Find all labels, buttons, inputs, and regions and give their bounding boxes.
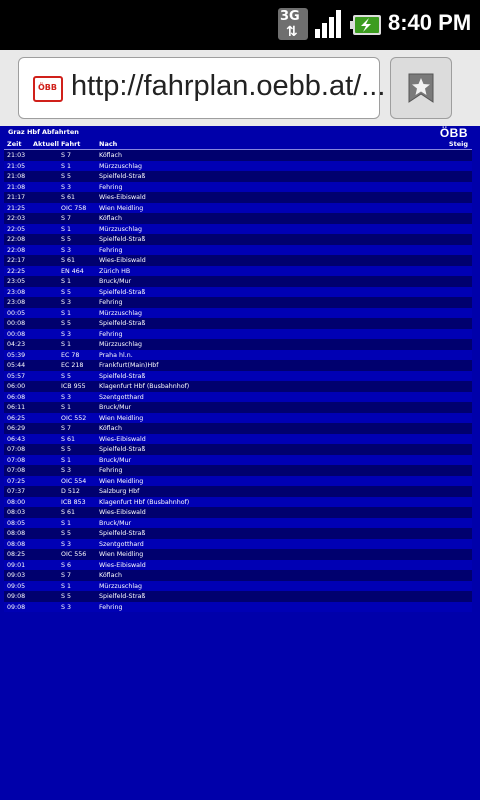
destination: Klagenfurt Hbf (Busbahnhof) [99,383,190,390]
destination: Bruck/Mur [99,519,132,527]
departure-time: 06:00 [7,383,26,390]
departure-time: 00:08 [7,320,26,327]
destination: Wies-Eibiswald [99,194,146,201]
train-number: S 1 [61,582,72,590]
train-number: S 5 [61,372,72,380]
destination: Spielfeld-Straß [99,236,146,243]
destination: Köflach [99,152,122,159]
page-content [0,126,480,800]
train-number: S 7 [61,572,72,579]
departure-time: 05:57 [7,372,26,380]
train-number: ICB 853 [61,498,86,506]
departure-time: 07:08 [7,446,26,453]
train-number: EC 78 [61,351,80,359]
destination: Praha hl.n. [99,351,133,359]
departure-time: 21:08 [7,183,26,191]
departure-row [4,539,472,550]
departure-row [4,413,472,424]
destination: Spielfeld-Straß [99,320,146,327]
departure-row [4,287,472,298]
train-number: S 7 [61,215,72,222]
train-number: S 5 [61,173,72,180]
train-number: S 5 [61,446,72,453]
departure-row [4,476,472,487]
departure-row [4,392,472,403]
departure-row [4,591,472,602]
destination: Mürzzuschlag [99,341,142,348]
departure-row [4,402,472,413]
departure-time: 09:08 [7,593,26,600]
departure-row [4,308,472,319]
destination: Fehring [99,467,123,474]
status-bar [0,0,480,50]
departure-time: 08:25 [7,551,26,558]
train-number: S 1 [61,456,72,464]
destination: Mürzzuschlag [99,582,142,590]
departure-row [4,318,472,329]
destination: Wien Meidling [99,551,144,558]
network-type: 3G [280,9,300,24]
departure-time: 21:17 [7,194,26,201]
destination: Fehring [99,246,123,254]
departure-time: 22:05 [7,225,26,233]
departure-row [4,276,472,287]
train-number: S 3 [61,603,72,611]
destination: Frankfurt(Main)Hbf [99,362,159,369]
departure-row [4,150,472,161]
departure-row [4,339,472,350]
train-number: EC 218 [61,362,84,369]
train-number: S 5 [61,236,72,243]
destination: Spielfeld-Straß [99,446,146,453]
departure-time: 05:44 [7,362,26,369]
departure-time: 08:00 [7,498,26,506]
train-number: S 3 [61,183,72,191]
signal-strength-icon [314,9,344,39]
train-number: S 61 [61,509,76,516]
destination: Zürich HB [99,267,131,275]
train-number: S 3 [61,393,72,401]
departure-time: 09:08 [7,603,26,611]
train-number: S 61 [61,257,76,264]
destination: Wies-Eibiswald [99,257,146,264]
board-mode: Abfahrten [42,128,79,136]
destination: Szentgotthard [99,540,144,548]
col-zeit: Zeit [7,140,22,148]
departure-time: 04:23 [7,341,26,348]
departure-row [4,192,472,203]
departure-row [4,434,472,445]
destination: Salzburg Hbf [99,488,140,495]
departure-time: 08:08 [7,530,26,537]
train-number: S 1 [61,309,72,317]
train-number: S 3 [61,330,72,338]
departure-time: 07:08 [7,467,26,474]
train-number: OIC 556 [61,551,87,558]
data-arrows-icon: ⇅ [286,24,298,40]
destination: Wies-Eibiswald [99,561,146,569]
destination: Klagenfurt Hbf (Busbahnhof) [99,498,190,506]
url-text: http://fahrplan.oebb.at/... [71,70,386,102]
departure-time: 22:17 [7,257,26,264]
departure-row [4,581,472,592]
bookmark-button[interactable] [390,57,452,119]
train-number: S 5 [61,320,72,327]
destination: Spielfeld-Straß [99,593,146,600]
departure-time: 06:11 [7,404,26,411]
destination: Köflach [99,215,122,222]
departure-row [4,528,472,539]
destination: Spielfeld-Straß [99,372,146,380]
departure-row [4,549,472,560]
departure-row [4,465,472,476]
departure-time: 09:03 [7,572,26,579]
destination: Spielfeld-Straß [99,173,146,180]
departure-time: 22:08 [7,236,26,243]
departure-time: 22:08 [7,246,26,254]
col-aktuell: Aktuell [33,140,59,148]
departure-time: 23:08 [7,288,26,296]
departure-time: 07:25 [7,477,26,485]
train-number: S 3 [61,246,72,254]
departure-time: 07:08 [7,456,26,464]
train-number: D 512 [61,488,80,495]
departure-row [4,182,472,193]
departure-board [4,126,472,612]
destination: Spielfeld-Straß [99,530,146,537]
destination: Mürzzuschlag [99,162,142,170]
departure-time: 00:08 [7,330,26,338]
board-header [4,126,472,138]
departure-time: 21:25 [7,204,26,212]
destination: Mürzzuschlag [99,225,142,233]
battery-charging-icon [350,14,382,36]
departure-row [4,455,472,466]
destination: Fehring [99,299,123,306]
train-number: S 7 [61,425,72,432]
train-number: EN 464 [61,267,84,275]
departure-time: 06:29 [7,425,26,432]
destination: Wien Meidling [99,204,144,212]
departure-list [4,150,472,612]
departure-time: 05:39 [7,351,26,359]
departure-time: 08:05 [7,519,26,527]
destination: Köflach [99,425,122,432]
departure-row [4,518,472,529]
departure-time: 23:05 [7,278,26,285]
departure-time: 22:03 [7,215,26,222]
bookmark-icon [406,72,436,104]
destination: Wien Meidling [99,477,144,485]
train-number: S 1 [61,162,72,170]
departure-row [4,486,472,497]
train-number: S 61 [61,194,76,201]
train-number: S 5 [61,288,72,296]
destination: Szentgotthard [99,393,144,401]
departure-row [4,602,472,613]
destination: Mürzzuschlag [99,309,142,317]
departure-time: 08:03 [7,509,26,516]
train-number: S 3 [61,467,72,474]
destination: Fehring [99,603,123,611]
departure-row [4,171,472,182]
train-number: S 1 [61,341,72,348]
col-fahrt: Fahrt [61,140,81,148]
departure-time: 06:08 [7,393,26,401]
destination: Fehring [99,330,123,338]
station-name: Graz Hbf [8,128,40,136]
departure-time: 06:43 [7,435,26,443]
departure-time: 06:25 [7,414,26,422]
destination: Bruck/Mur [99,404,132,411]
destination: Bruck/Mur [99,278,132,285]
col-steig: Steig [448,140,468,148]
departure-row [4,423,472,434]
departure-time: 09:01 [7,561,26,569]
departure-row [4,161,472,172]
browser-toolbar [0,50,480,127]
destination: Fehring [99,183,123,191]
train-number: S 7 [61,152,72,159]
departure-row [4,224,472,235]
url-field[interactable] [18,57,386,119]
train-number: ICB 955 [61,383,86,390]
departure-row [4,245,472,256]
departure-time: 21:05 [7,162,26,170]
departure-time: 22:25 [7,267,26,275]
departure-time: 08:08 [7,540,26,548]
train-number: OIC 554 [61,477,87,485]
train-number: S 61 [61,435,76,443]
departure-time: 00:05 [7,309,26,317]
train-number: S 1 [61,278,72,285]
col-nach: Nach [99,140,118,148]
departure-row [4,560,472,571]
departure-row [4,297,472,308]
clock: 8:40 PM [388,10,472,35]
train-number: S 5 [61,530,72,537]
train-number: OIC 552 [61,414,87,422]
destination: Bruck/Mur [99,456,132,464]
destination: Köflach [99,572,122,579]
destination: Wien Meidling [99,414,144,422]
departure-row [4,213,472,224]
oebb-favicon-icon: ÖBB [33,76,63,102]
train-number: S 6 [61,561,72,569]
train-number: S 1 [61,404,72,411]
train-number: OIC 758 [61,204,87,212]
train-number: S 5 [61,593,72,600]
destination: Wies-Eibiswald [99,435,146,443]
train-number: S 1 [61,519,72,527]
departure-row [4,329,472,340]
destination: Spielfeld-Straß [99,288,146,296]
departure-row [4,234,472,245]
departure-row [4,497,472,508]
departure-row [4,371,472,382]
departure-row [4,255,472,266]
departure-row [4,360,472,371]
departure-row [4,381,472,392]
destination: Wies-Eibiswald [99,509,146,516]
departure-row [4,350,472,361]
departure-time: 23:08 [7,299,26,306]
departure-time: 21:08 [7,173,26,180]
departure-row [4,444,472,455]
departure-time: 21:03 [7,152,26,159]
departure-time: 07:37 [7,488,26,495]
departure-time: 09:05 [7,582,26,590]
oebb-logo: ÖBB [439,126,468,140]
departure-row [4,266,472,277]
train-number: S 3 [61,299,72,306]
column-headers [4,138,472,150]
train-number: S 3 [61,540,72,548]
departure-row [4,570,472,581]
network-3g-icon [278,8,308,40]
departure-row [4,203,472,214]
departure-row [4,507,472,518]
train-number: S 1 [61,225,72,233]
